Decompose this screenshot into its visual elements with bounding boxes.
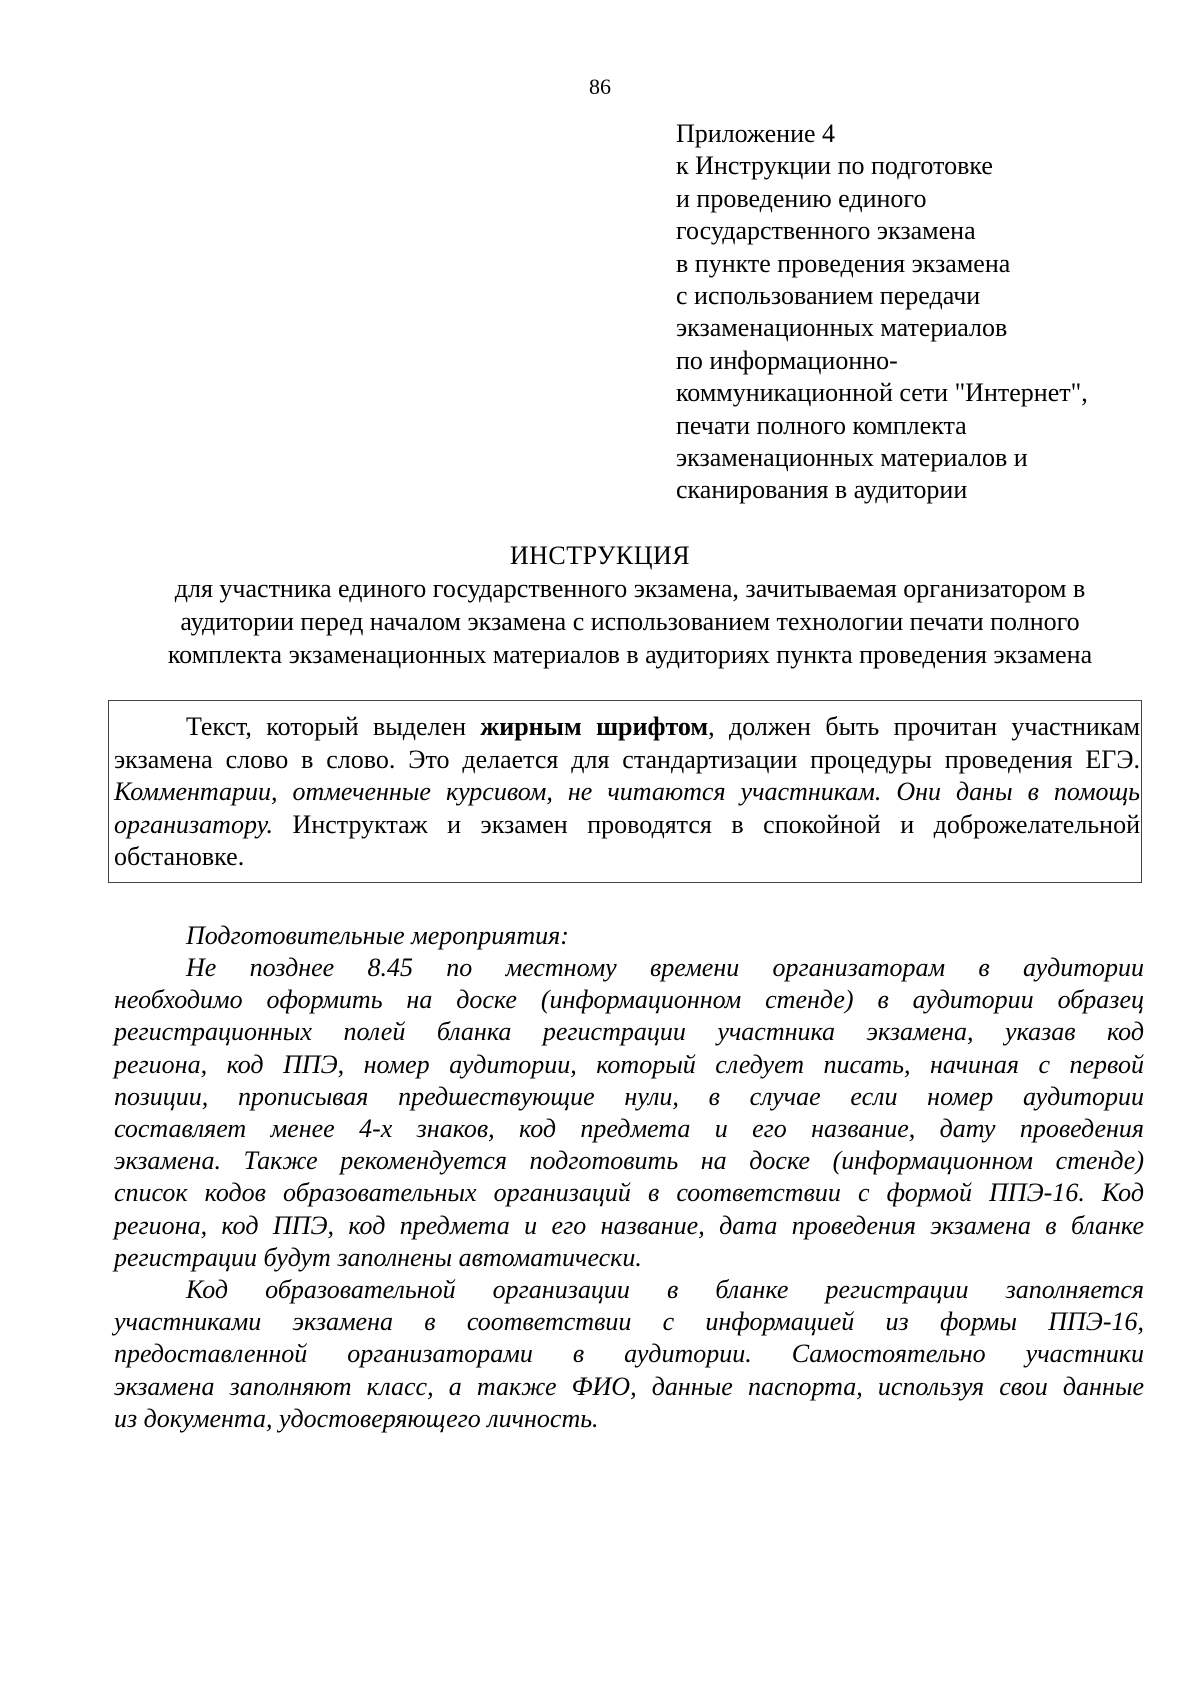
note-part: Текст, который выделен — [186, 712, 481, 741]
page-number: 86 — [589, 74, 611, 99]
prep-line: список кодов образовательных организаций в соответствии с формой ППЭ-16. Код — [114, 1178, 1144, 1208]
document-title: ИНСТРУКЦИЯ — [509, 541, 691, 570]
prep-line: региона, код ППЭ, номер аудитории, который следует писать, начиная с первой — [114, 1049, 1144, 1079]
appendix-reference — [676, 118, 1176, 507]
note-part: , должен быть прочитан участникам экзамена слово в слово. Это делается для стандартизации процедуры проведения ЕГЭ. — [114, 712, 1141, 774]
document-subtitle — [110, 572, 1150, 671]
note-bold-text: жирным шрифтом — [480, 712, 709, 741]
prep-line: Код образовательной организации в бланке регистрации заполняется — [186, 1275, 1144, 1305]
subtitle-line: аудитории перед началом экзамена с использованием технологии печати полного — [180, 607, 1080, 636]
appendix-line: с использованием передачи — [676, 281, 981, 311]
appendix-line: печати полного комплекта — [676, 410, 967, 440]
appendix-line: государственного экзамена — [676, 216, 976, 246]
appendix-line: экзаменационных материалов и — [676, 443, 1028, 473]
prep-line: экзамена. Также рекомендуется подготовить на доске (информационном стенде) — [114, 1146, 1144, 1176]
appendix-line: сканирования в аудитории — [676, 475, 968, 505]
prep-line: составляет менее 4-х знаков, код предмета и его название, дату проведения — [114, 1114, 1144, 1144]
appendix-line: и проведению единого — [676, 183, 927, 213]
prep-line: регистрации будут заполнены автоматически. — [114, 1242, 642, 1272]
prep-line: регистрационных полей бланка регистрации участника экзамена, указав код — [114, 1017, 1144, 1047]
prep-heading: Подготовительные мероприятия: — [186, 921, 569, 950]
subtitle-line: комплекта экзаменационных материалов в аудиториях пункта проведения экзамена — [167, 640, 1093, 669]
prep-line: позиции, прописывая предшествующие нули, в случае если номер аудитории — [114, 1081, 1144, 1111]
prep-line: экзамена заполняют класс, а также ФИО, данные паспорта, используя свои данные — [114, 1371, 1144, 1401]
appendix-line: в пункте проведения экзамена — [676, 248, 1011, 278]
appendix-line: по информационно- — [676, 345, 898, 375]
appendix-line: экзаменационных материалов — [676, 313, 1008, 343]
note-part: Инструктаж и экзамен проводятся в спокойной и доброжелательной обстановке. — [114, 809, 1140, 872]
appendix-line: коммуникационной сети "Интернет", — [676, 378, 1088, 408]
appendix-line: к Инструкции по подготовке — [676, 151, 993, 181]
prep-line: необходимо оформить на доске (информационном стенде) в аудитории образец — [114, 985, 1144, 1015]
note-italic-text: Комментарии, отмеченные курсивом, не читаются участникам. Они даны в помощь организатору. — [114, 777, 1140, 839]
note-text — [114, 711, 1140, 874]
prep-line: предоставленной организаторами в аудитории. Самостоятельно участники — [114, 1339, 1144, 1369]
prep-text — [114, 952, 1144, 1435]
appendix-line: Приложение 4 — [676, 119, 836, 148]
prep-line: из документа, удостоверяющего личность. — [114, 1403, 599, 1433]
subtitle-line: для участника единого государственного экзамена, зачитываемая организатором в — [174, 574, 1086, 603]
prep-line: участниками экзамена в соответствии с информацией из формы ППЭ-16, — [114, 1307, 1144, 1337]
prep-line: Не позднее 8.45 по местному времени организаторам в аудитории — [186, 953, 1144, 982]
prep-line: региона, код ППЭ, код предмета и его название, дата проведения экзамена в бланке — [114, 1210, 1144, 1240]
